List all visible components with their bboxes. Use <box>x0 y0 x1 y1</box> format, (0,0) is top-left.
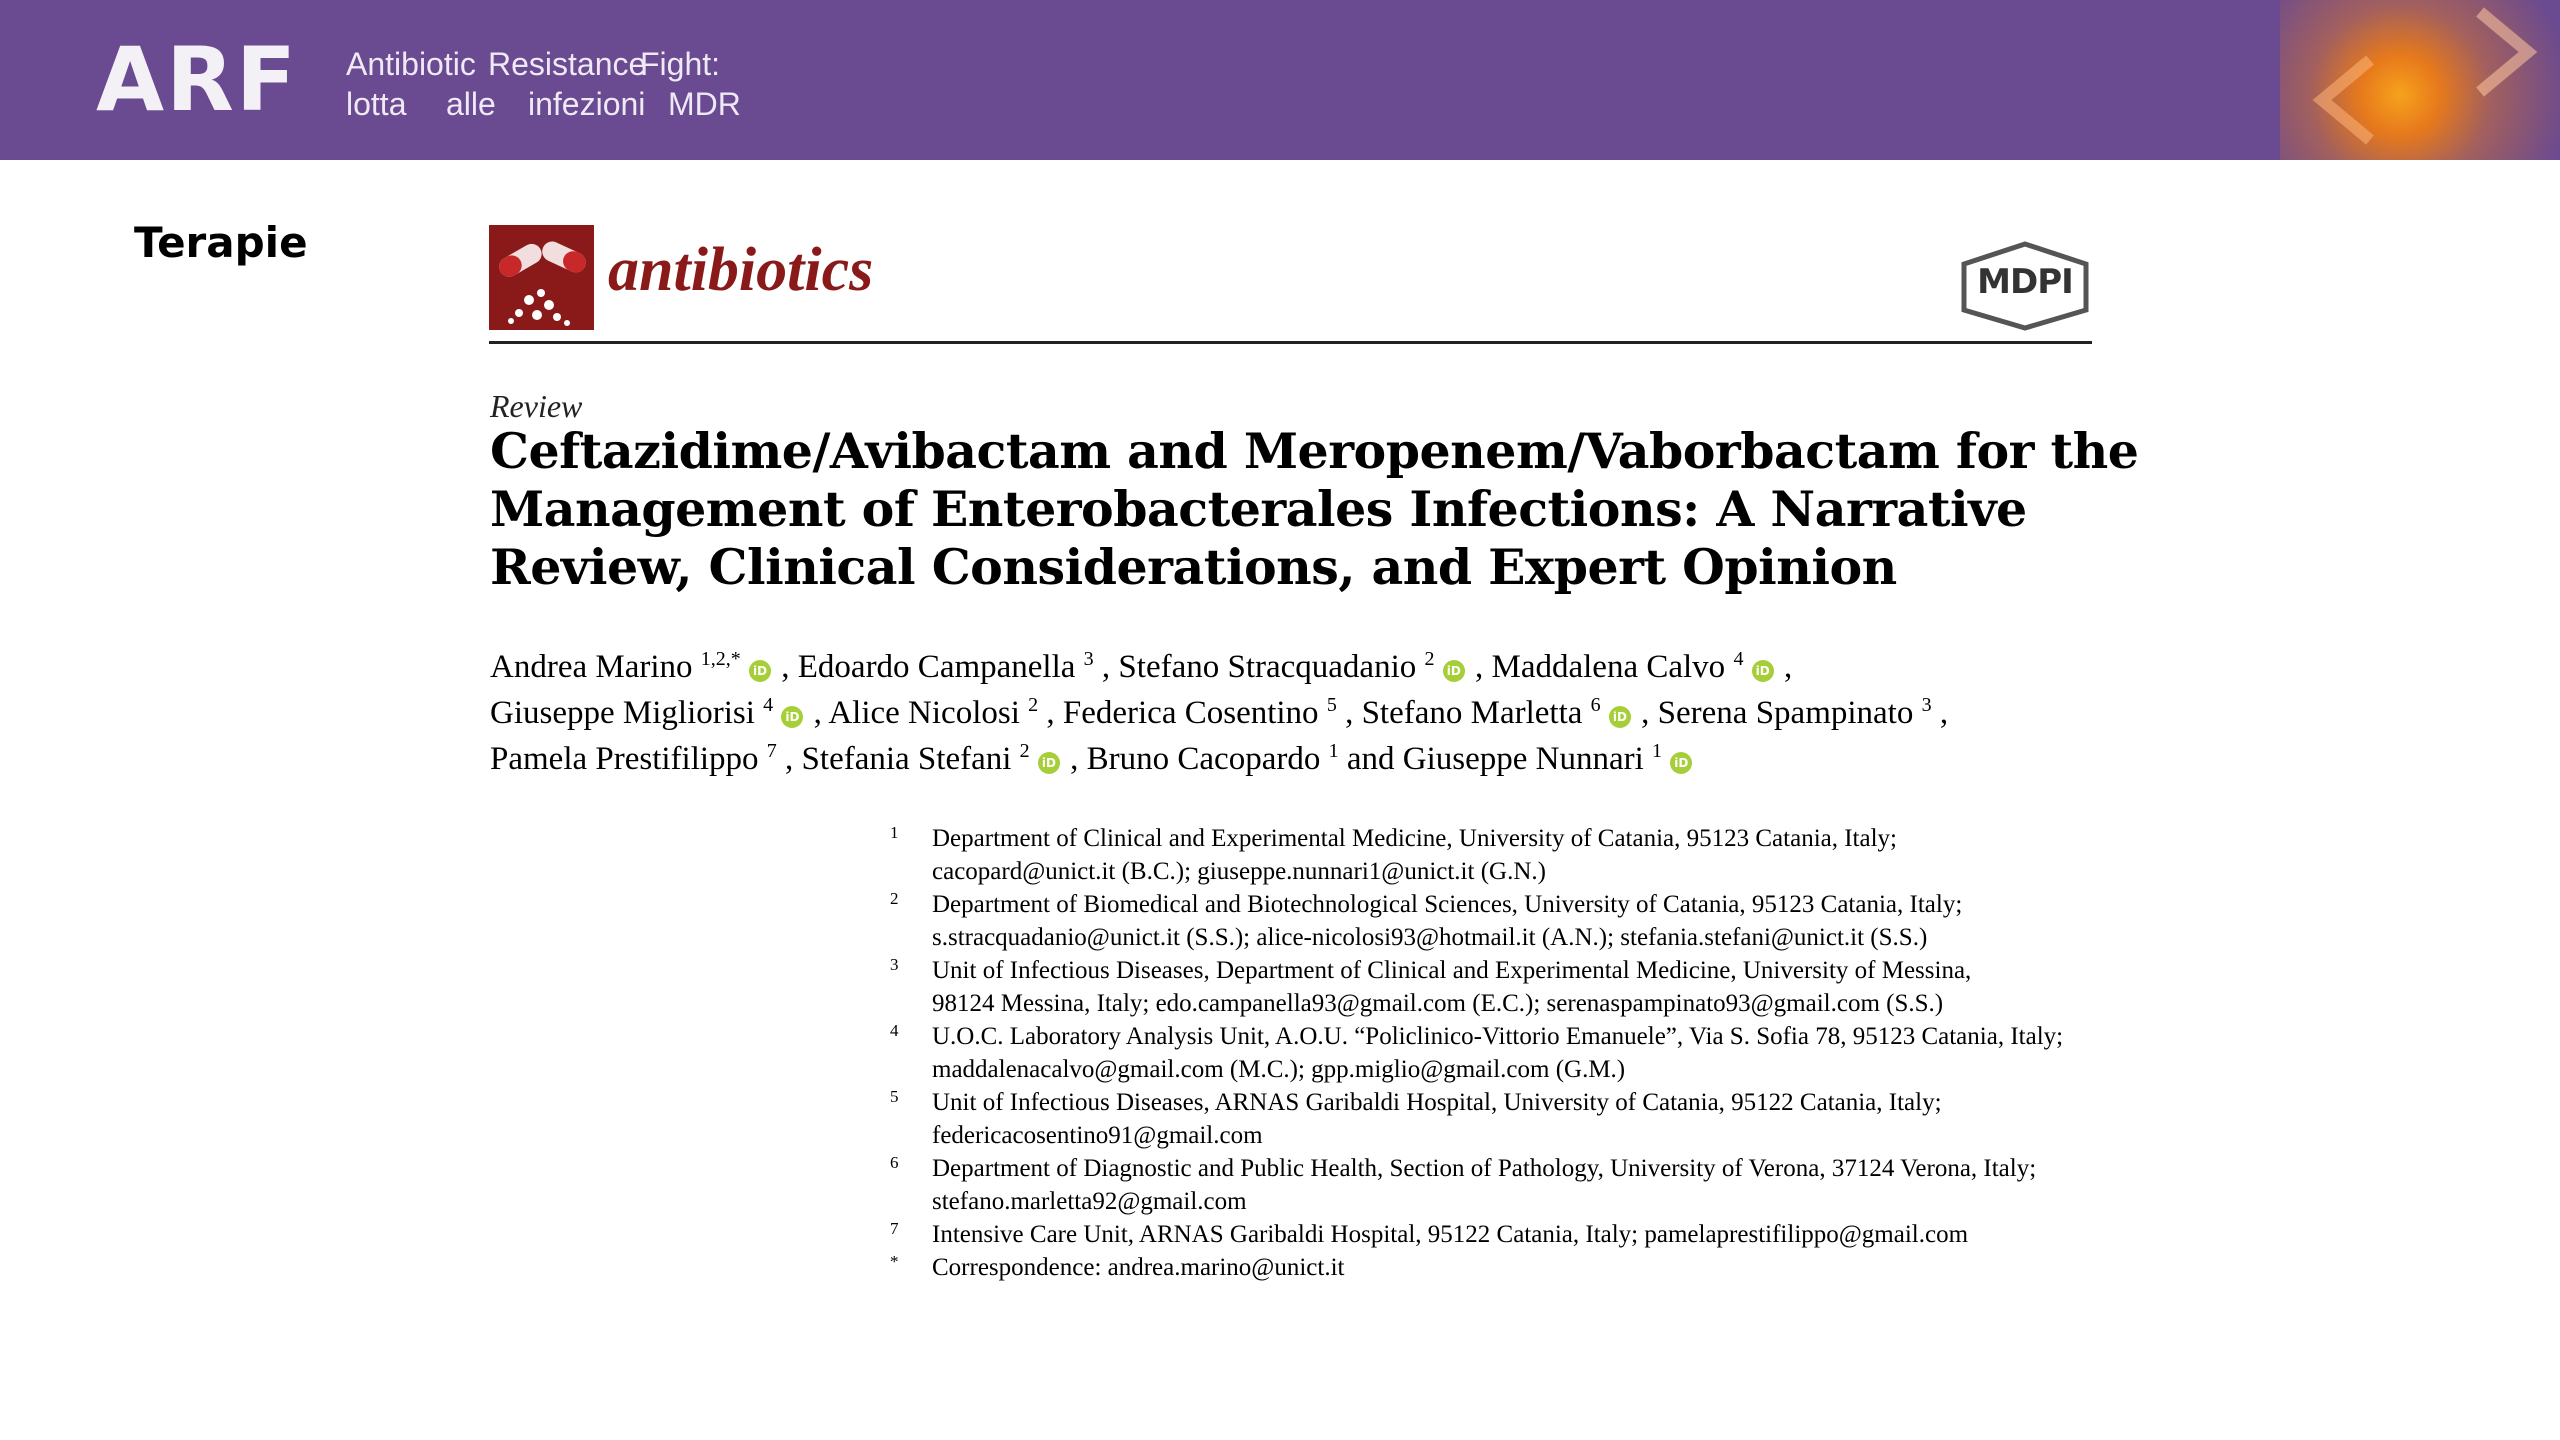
tagline-word: Resistance <box>488 46 647 82</box>
affiliation-number: * <box>890 1252 899 1271</box>
author-affiliation-sup: 7 <box>766 740 777 762</box>
orcid-icon[interactable]: iD <box>1038 752 1060 774</box>
tagline-word: Antibiotic <box>346 46 476 82</box>
antibiotics-journal-logo <box>489 225 594 330</box>
affiliation-text: 98124 Messina, Italy; edo.campanella93@gmail.com (E.C.); serenaspampinato93@gmail.com (S.S.) <box>932 990 1944 1017</box>
title-line: Ceftazidime/Avibactam and Meropenem/Vaborbactam for the <box>490 422 2139 480</box>
affiliation-number: 1 <box>890 823 899 842</box>
affiliation-text: cacopard@unict.it (B.C.); giuseppe.nunnari1@unict.it (G.N.) <box>932 858 1546 885</box>
mdpi-logo <box>1958 240 2092 332</box>
affiliation-item <box>886 954 2116 1020</box>
orcid-icon[interactable]: iD <box>1443 660 1465 682</box>
author-separator: , <box>1939 695 1949 731</box>
author-name: Andrea Marino <box>490 649 693 685</box>
author-affiliation-sup: 6 <box>1590 694 1601 716</box>
affiliation-text: maddalenacalvo@gmail.com (M.C.); gpp.miglio@gmail.com (G.M.) <box>932 1056 1626 1083</box>
author-line <box>490 640 2110 686</box>
tagline-word: alle <box>446 86 496 122</box>
section-title: Terapie <box>134 218 308 267</box>
author-affiliation-sup: 5 <box>1326 694 1337 716</box>
affiliation-text: Unit of Infectious Diseases, ARNAS Garibaldi Hospital, University of Catania, 95122 Catania, Italy; <box>932 1089 1942 1116</box>
orcid-icon[interactable]: iD <box>781 706 803 728</box>
author-name: Pamela Prestifilippo <box>490 741 759 777</box>
author-affiliation-sup: 2 <box>1028 694 1039 716</box>
affiliation-number: 7 <box>890 1219 899 1238</box>
author-name: , Maddalena Calvo <box>1475 649 1726 685</box>
affiliation-item <box>886 888 2116 954</box>
orcid-icon[interactable]: iD <box>1609 706 1631 728</box>
author-affiliation-sup: 4 <box>1733 648 1744 670</box>
orcid-icon[interactable]: iD <box>1670 752 1692 774</box>
author-name: , Edoardo Campanella <box>781 649 1076 685</box>
publisher-name: MDPI <box>1977 262 2073 302</box>
author-name: , Bruno Cacopardo <box>1070 741 1321 777</box>
affiliation-text: federicacosentino91@gmail.com <box>932 1122 1263 1149</box>
author-affiliation-sup: 1,2,* <box>700 648 741 670</box>
affiliation-number: 3 <box>890 955 899 974</box>
affiliation-item <box>886 1251 2116 1284</box>
affiliation-text: stefano.marletta92@gmail.com <box>932 1188 1247 1215</box>
chevrons-icon <box>2280 0 2560 160</box>
journal-name: antibiotics <box>608 236 874 304</box>
author-line <box>490 732 2110 778</box>
author-separator: , <box>1783 649 1793 685</box>
affiliation-item <box>886 1152 2116 1218</box>
author-affiliation-sup: 1 <box>1652 740 1663 762</box>
author-name: , Stefania Stefani <box>785 741 1012 777</box>
tagline-word: infezioni <box>528 86 646 122</box>
arf-logo: ARF <box>96 28 298 131</box>
author-list <box>490 640 2110 778</box>
author-affiliation-sup: 3 <box>1083 648 1094 670</box>
author-name: , Alice Nicolosi <box>813 695 1020 731</box>
affiliation-number: 4 <box>890 1021 899 1040</box>
affiliation-text: Department of Clinical and Experimental Medicine, University of Catania, 95123 Catania, Italy; <box>932 825 1897 852</box>
banner-tagline <box>346 44 741 124</box>
affiliation-text: Intensive Care Unit, ARNAS Garibaldi Hospital, 95122 Catania, Italy; pamelaprestifilippo@gmail.com <box>932 1221 1969 1248</box>
title-line: Management of Enterobacterales Infections: A Narrative <box>490 480 2027 538</box>
header-banner <box>0 0 2560 160</box>
author-name: and Giuseppe Nunnari <box>1346 741 1644 777</box>
author-name: Giuseppe Migliorisi <box>490 695 755 731</box>
header-rule <box>489 341 2092 344</box>
affiliation-text: Correspondence: andrea.marino@unict.it <box>932 1254 1345 1281</box>
author-affiliation-sup: 2 <box>1424 648 1435 670</box>
capsule-icon <box>489 225 594 330</box>
affiliation-list <box>886 822 2116 1284</box>
affiliation-item <box>886 1086 2116 1152</box>
affiliation-item <box>886 1218 2116 1251</box>
tagline-word: Fight: <box>640 46 721 82</box>
author-affiliation-sup: 4 <box>763 694 774 716</box>
decorative-chevron-graphic <box>2280 0 2560 160</box>
author-affiliation-sup: 2 <box>1019 740 1030 762</box>
affiliation-text: s.stracquadanio@unict.it (S.S.); alice-nicolosi93@hotmail.it (A.N.); stefania.stefani@unict.it (S.S.) <box>932 924 1928 951</box>
author-line <box>490 686 2110 732</box>
title-line: Review, Clinical Considerations, and Expert Opinion <box>490 538 1897 596</box>
affiliation-item <box>886 822 2116 888</box>
tagline-word: lotta <box>346 86 407 122</box>
article-title <box>490 422 2139 596</box>
author-affiliation-sup: 3 <box>1921 694 1932 716</box>
affiliation-text: Department of Diagnostic and Public Health, Section of Pathology, University of Verona, 37124 Verona, Italy; <box>932 1155 2037 1182</box>
affiliation-text: Unit of Infectious Diseases, Department of Clinical and Experimental Medicine, University of Messina, <box>932 957 1972 984</box>
affiliation-text: Department of Biomedical and Biotechnological Sciences, University of Catania, 95123 Catania, Italy; <box>932 891 1963 918</box>
tagline-word: MDR <box>668 86 741 122</box>
author-affiliation-sup: 1 <box>1328 740 1339 762</box>
orcid-icon[interactable]: iD <box>1752 660 1774 682</box>
author-name: , Stefano Marletta <box>1345 695 1583 731</box>
author-name: , Stefano Stracquadanio <box>1101 649 1417 685</box>
affiliation-number: 6 <box>890 1153 899 1172</box>
affiliation-number: 5 <box>890 1087 899 1106</box>
orcid-icon[interactable]: iD <box>749 660 771 682</box>
affiliation-text: U.O.C. Laboratory Analysis Unit, A.O.U. “Policlinico-Vittorio Emanuele”, Via S. Sofia 78, 95123 Catania, Italy; <box>932 1023 2064 1050</box>
affiliation-item <box>886 1020 2116 1086</box>
author-name: , Federica Cosentino <box>1046 695 1319 731</box>
affiliation-number: 2 <box>890 889 899 908</box>
article-type: Review <box>490 388 583 424</box>
author-name: , Serena Spampinato <box>1641 695 1914 731</box>
